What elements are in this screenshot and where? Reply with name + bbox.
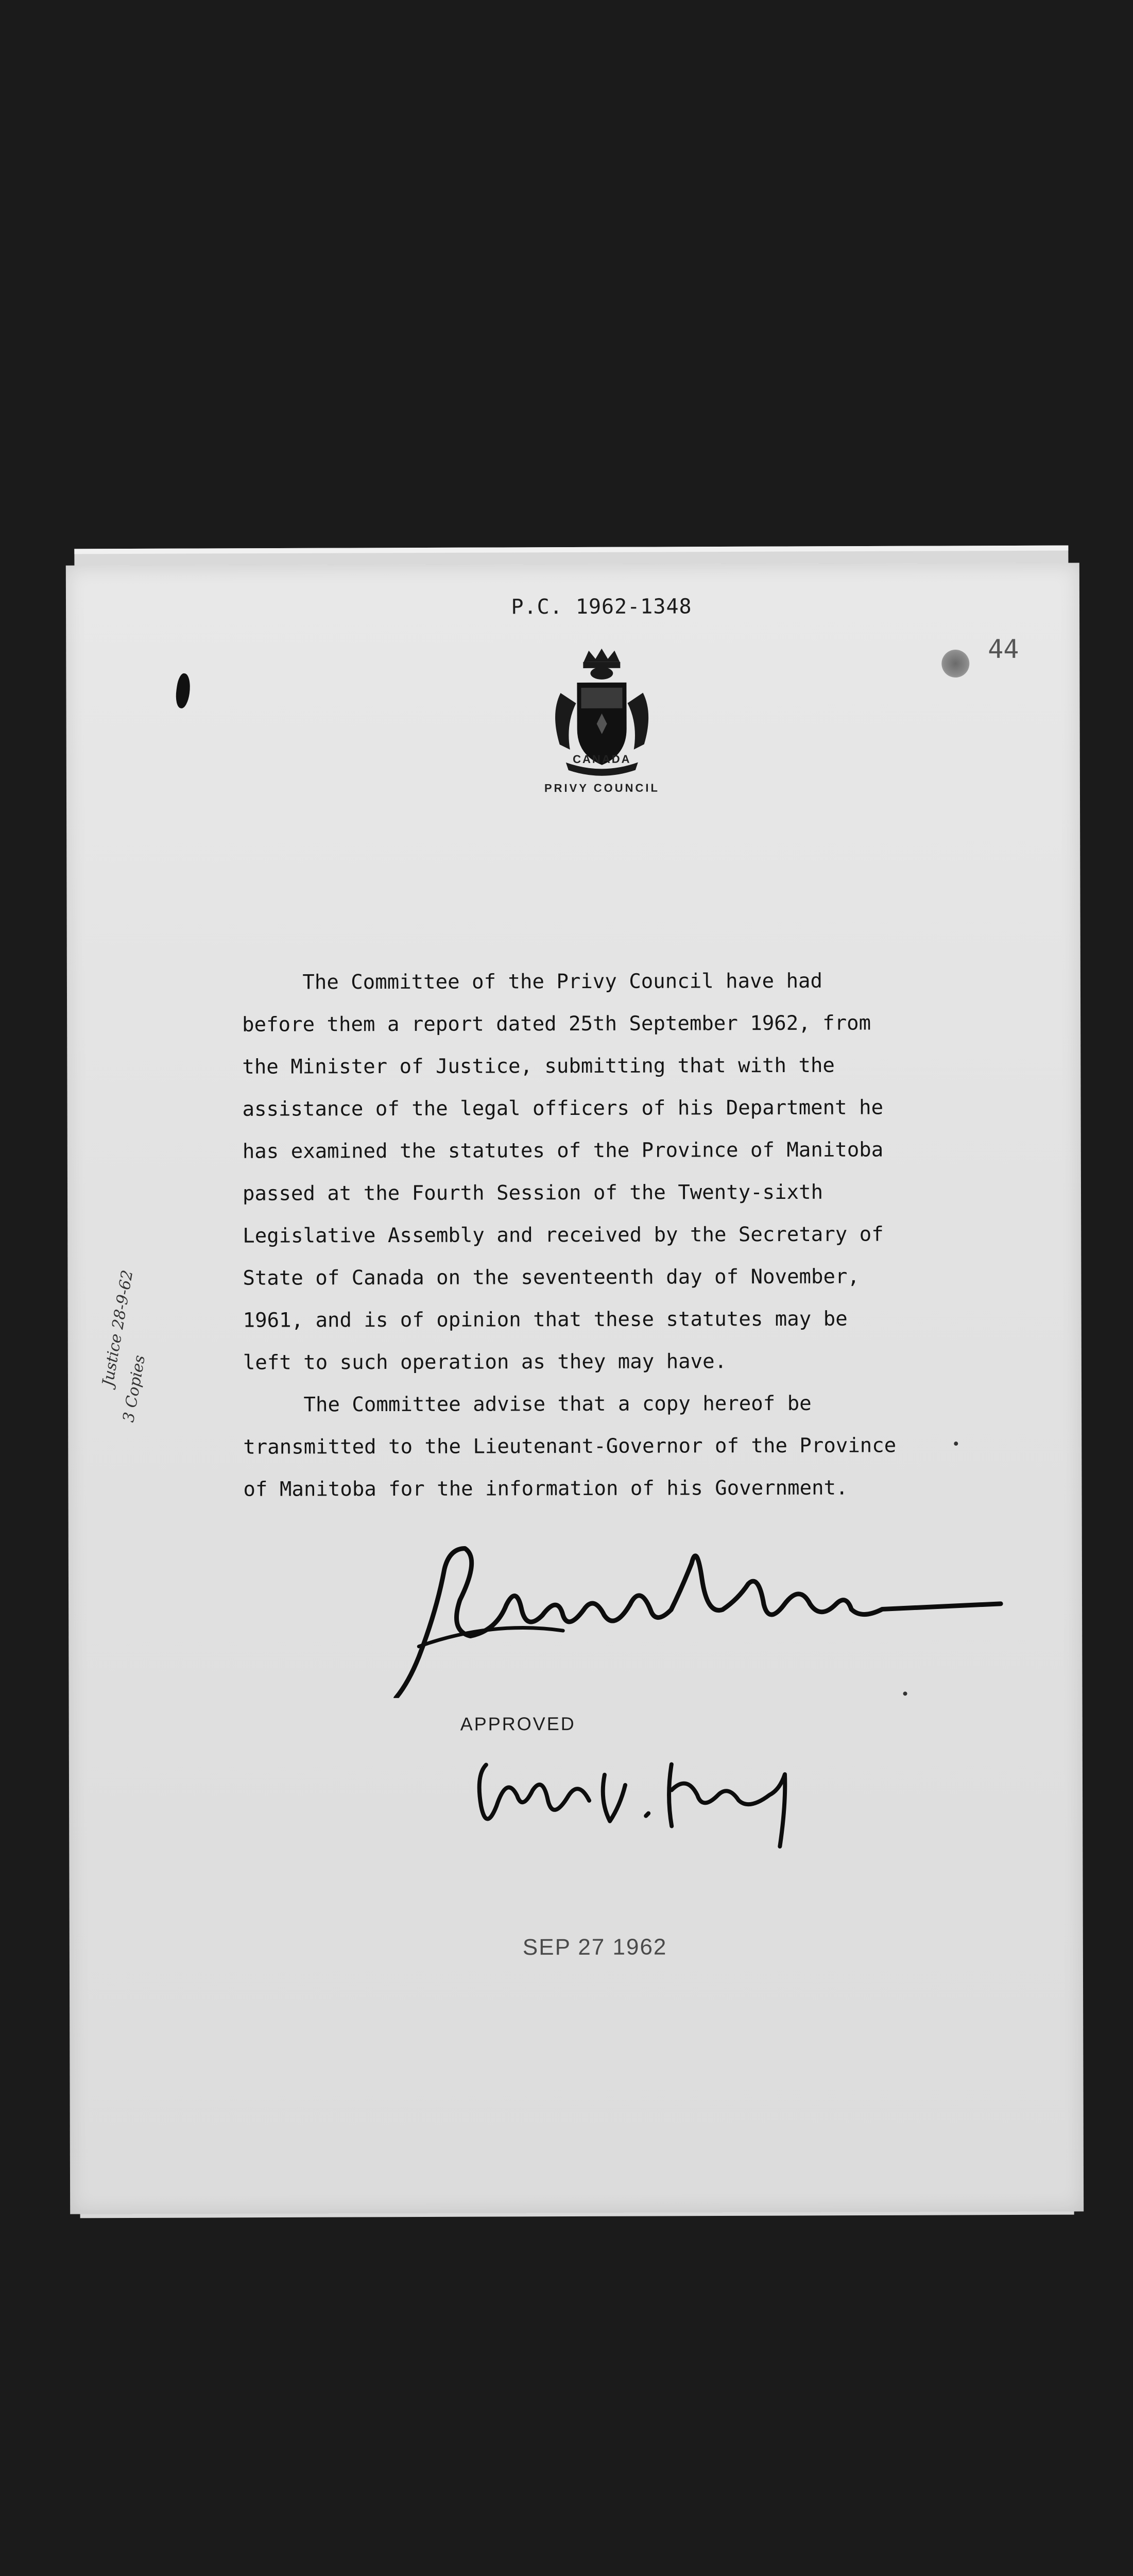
ink-speck bbox=[954, 1442, 958, 1446]
approved-label: APPROVED bbox=[460, 1713, 576, 1735]
crest-caption-canada: CANADA bbox=[573, 752, 631, 766]
paragraph-2 bbox=[243, 1382, 1032, 1511]
text-line: passed at the Fourth Session of the Twenty-sixth bbox=[242, 1180, 823, 1206]
text-line: before them a report dated 25th September 1962, from bbox=[242, 1011, 871, 1037]
text-line: transmitted to the Lieutenant-Governor of the Province bbox=[243, 1434, 897, 1459]
paragraph-1 bbox=[242, 960, 1031, 1384]
crest-caption-privy-council: PRIVY COUNCIL bbox=[544, 781, 660, 795]
text-line: 1961, and is of opinion that these statutes may be bbox=[243, 1307, 848, 1332]
punch-hole bbox=[941, 650, 969, 677]
text-line: State of Canada on the seventeenth day of November, bbox=[243, 1265, 860, 1290]
text-line: Legislative Assembly and received by the Secretary of bbox=[243, 1223, 884, 1248]
handwritten-margin-note-copies: 3 Copies bbox=[119, 1353, 149, 1424]
order-in-council-number: P.C. 1962-1348 bbox=[511, 595, 692, 619]
ink-mark bbox=[174, 673, 192, 709]
document-page bbox=[66, 563, 1084, 2214]
governor-general-signature bbox=[471, 1743, 791, 1868]
text-line: the Minister of Justice, submitting that with the bbox=[242, 1054, 835, 1079]
text-line: The Committee of the Privy Council have had bbox=[242, 969, 823, 994]
text-line: of Manitoba for the information of his Government. bbox=[243, 1476, 848, 1501]
order-body-text bbox=[242, 960, 1032, 1511]
page-number: 44 bbox=[988, 634, 1019, 664]
handwritten-margin-note: Justice 28-9-62 bbox=[98, 1268, 137, 1388]
ink-speck bbox=[903, 1691, 907, 1696]
clerk-signature bbox=[388, 1527, 1006, 1698]
text-line: left to such operation as they may have. bbox=[243, 1350, 727, 1375]
text-line: has examined the statutes of the Province of Manitoba bbox=[242, 1138, 884, 1163]
text-line: assistance of the legal officers of his Department he bbox=[242, 1096, 884, 1121]
approval-date-stamp: SEP 27 1962 bbox=[522, 1934, 667, 1960]
text-line: The Committee advise that a copy hereof be bbox=[243, 1392, 812, 1417]
